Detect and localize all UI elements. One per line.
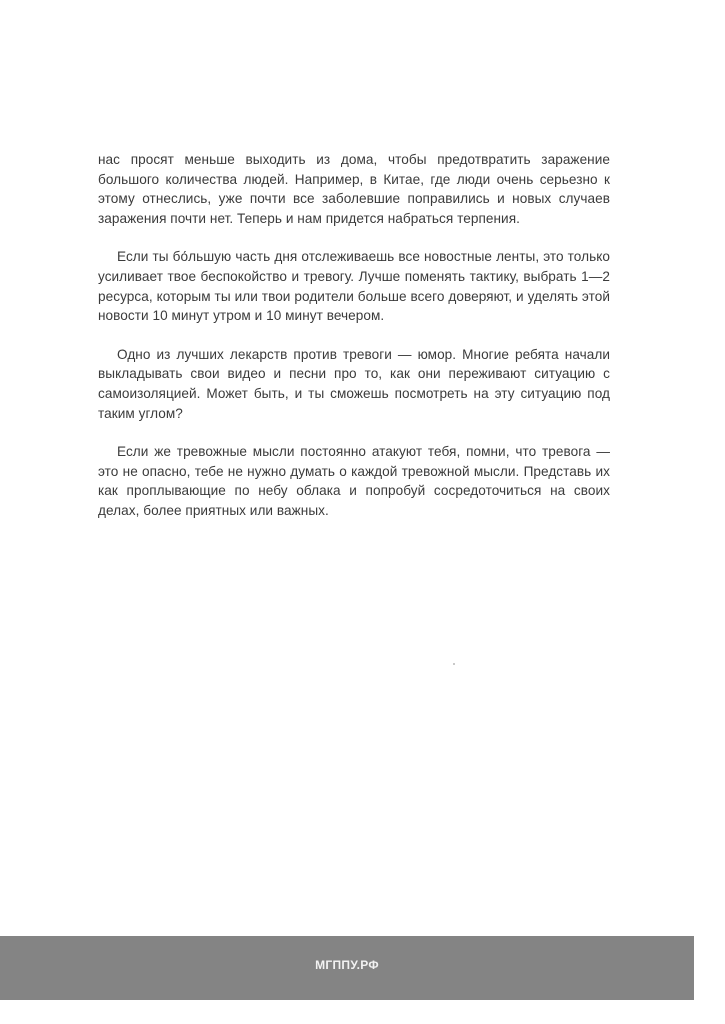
body-text	[98, 150, 610, 540]
paragraph-anxious-thoughts: Если же тревожные мысли постоянно атакуют тебя, помни, что тревога — это не опасно, тебе не нужно думать о каждой тревожной мысли. Представь их как проплывающие по небу облака и попробуй сосредоточиться на своих делах, более приятных или важных.	[98, 444, 610, 518]
footer-bar	[0, 936, 694, 1000]
paragraph-news-feeds: Если ты бо́льшую часть дня отслеживаешь все новостные ленты, это только усиливает твое беспокойство и тревогу. Лучше поменять тактику, выбрать 1—2 ресурса, которым ты или твои родители больше всего доверяют, и уделять этой новости 10 минут утром и 10 минут вечером.	[98, 249, 610, 324]
paragraph-continuation: нас просят меньше выходить из дома, чтобы предотвратить заражение большого количества людей. Например, в Китае, где люди очень серьезно к этому отнеслись, уже почти все заболевшие поправились и новых случаев заражения почти нет. Теперь и нам придется набраться терпения.	[98, 152, 610, 226]
scan-speck	[453, 663, 455, 665]
footer-site-label: МГППУ.РФ	[315, 958, 379, 972]
paragraph-humor: Одно из лучших лекарств против тревоги — юмор. Многие ребята начали выкладывать свои видео и песни про то, как они переживают ситуацию с самоизоляцией. Может быть, и ты сможешь посмотреть на эту ситуацию под таким углом?	[98, 346, 610, 421]
